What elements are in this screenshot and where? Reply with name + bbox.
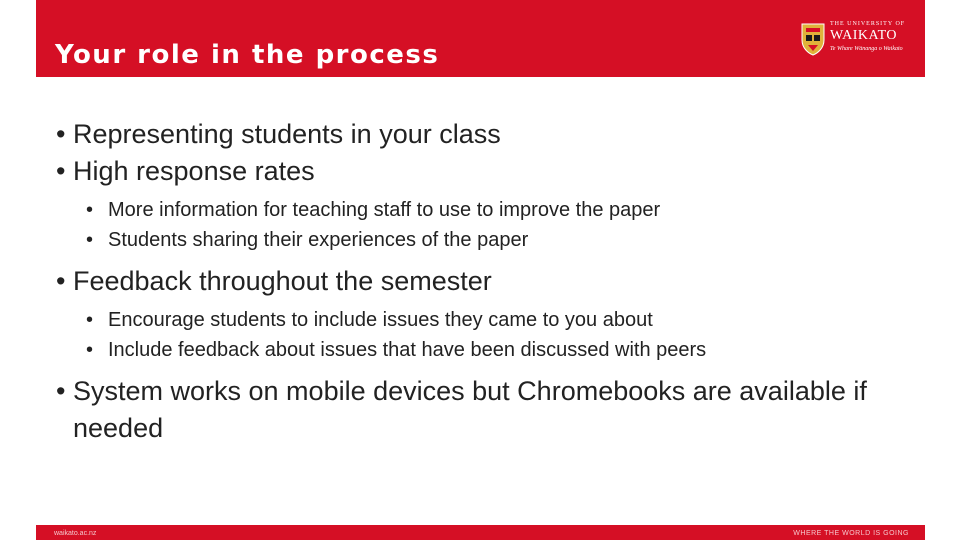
logo-line-waikato: WAIKATO: [830, 28, 898, 43]
bullet-item: [56, 373, 876, 447]
bullet-text: Feedback throughout the semester: [73, 266, 492, 296]
header-bar: [36, 0, 925, 77]
university-logo: [800, 20, 920, 60]
bullet-glyph: •: [56, 266, 66, 296]
footer-url: waikato.ac.nz: [54, 530, 97, 537]
bullet-glyph: •: [86, 229, 94, 251]
footer-bar: [36, 525, 925, 540]
bullet-text: High response rates: [73, 156, 315, 186]
sub-bullet-text: Include feedback about issues that have been discussed with peers: [108, 339, 707, 361]
university-crest-icon: [800, 22, 826, 56]
bullet-glyph: •: [56, 156, 66, 186]
bullet-text: Representing students in your class: [73, 119, 501, 149]
sub-bullet-text: Encourage students to include issues they came to you about: [108, 309, 653, 331]
slide-title: Your role in the process: [55, 40, 440, 70]
bullet-item: [56, 116, 876, 153]
sub-bullet-item: [56, 195, 876, 225]
bullet-list: [56, 116, 876, 447]
bullet-glyph: •: [86, 339, 94, 361]
bullet-item: [56, 263, 876, 300]
logo-line-motto: Te Whare Wānanga o Waikato: [830, 46, 903, 52]
sub-bullet-text: Students sharing their experiences of the paper: [108, 229, 529, 251]
footer-tagline: WHERE THE WORLD IS GOING: [793, 530, 909, 537]
bullet-glyph: •: [56, 119, 66, 149]
sub-bullet-item: [56, 225, 876, 255]
bullet-glyph: •: [86, 309, 94, 331]
sub-bullet-item: [56, 335, 876, 365]
sub-bullet-text: More information for teaching staff to use to improve the paper: [108, 199, 661, 221]
bullet-item: [56, 153, 876, 190]
sub-bullet-item: [56, 305, 876, 335]
logo-line-university: THE UNIVERSITY OF: [830, 21, 906, 27]
bullet-text: System works on mobile devices but Chromebooks are available if needed: [73, 376, 867, 443]
bullet-glyph: •: [56, 376, 66, 406]
logo-text: [830, 20, 930, 54]
bullet-glyph: •: [86, 199, 94, 221]
